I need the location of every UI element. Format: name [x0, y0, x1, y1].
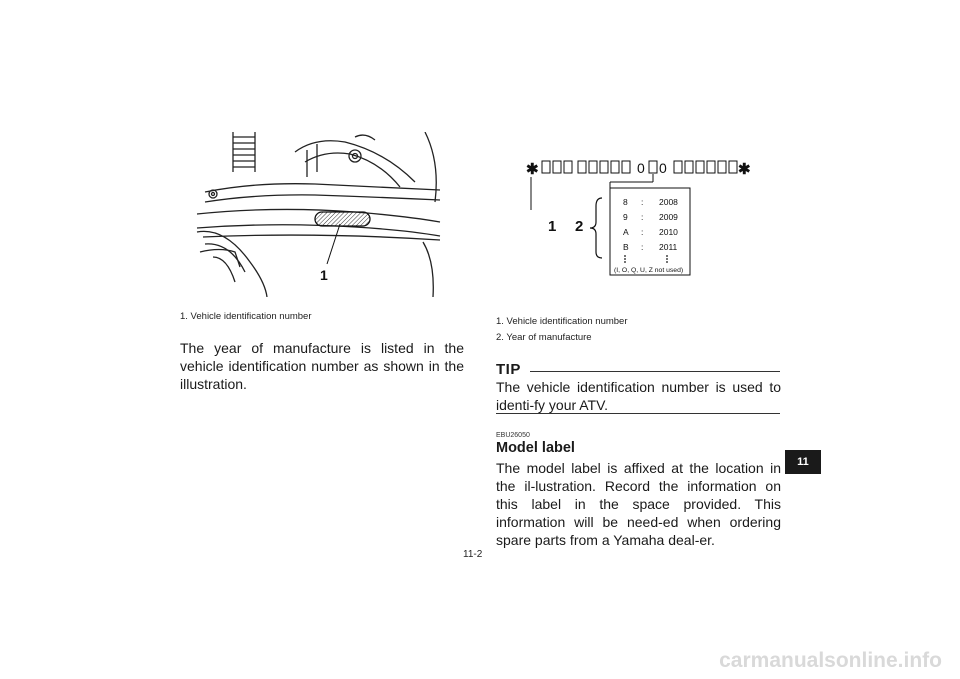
year-code: 8: [623, 197, 628, 207]
year-code: B: [623, 242, 629, 252]
brace: [590, 198, 602, 258]
right-caption-1: 1. Vehicle identification number: [496, 316, 628, 327]
year-code-box: [610, 188, 690, 275]
page-number: 11-2: [463, 549, 483, 560]
watermark: carmanualsonline.info: [719, 649, 942, 672]
callout-leader-line: [327, 224, 340, 264]
atv-frame-illustration: [195, 132, 445, 297]
vin-zero-2: 0: [659, 160, 667, 176]
callout-number-1: 1: [548, 218, 557, 235]
year-sep: :: [641, 212, 644, 222]
section-code: EBU26050: [496, 432, 530, 439]
tip-text: The vehicle identification number is used to identi-fy your ATV.: [496, 379, 781, 413]
tip-top-rule: [530, 371, 780, 372]
left-paragraph: The year of manufacture is listed in the vehicle identification number as shown in the illustration.: [180, 340, 464, 392]
callout-number-1: 1: [320, 267, 328, 283]
right-caption-2: 2. Year of manufacture: [496, 332, 592, 343]
vin-diagram: [520, 150, 760, 280]
vin-star-right: ✱: [738, 161, 751, 178]
year-sep: :: [641, 227, 644, 237]
year-value: 2008: [659, 197, 678, 207]
section-heading: Model label: [496, 440, 575, 456]
year-value: 2011: [659, 242, 678, 252]
left-figure-caption: 1. Vehicle identification number: [180, 311, 312, 322]
chapter-tab: 11: [785, 450, 821, 474]
year-value: 2010: [659, 227, 678, 237]
year-code: 9: [623, 212, 628, 222]
callout-number-2: 2: [575, 218, 584, 235]
year-code: A: [623, 227, 629, 237]
year-value: 2009: [659, 212, 678, 222]
tip-bottom-rule: [496, 413, 780, 414]
vin-star-left: ✱: [526, 161, 539, 178]
tip-title: TIP: [496, 361, 521, 378]
model-label-paragraph: The model label is affixed at the location in the il-lustration. Record the information on this label in the space provided. This information will be need-ed when ordering spare parts from a Yamaha deal-er.: [496, 460, 781, 548]
vin-plate: [315, 212, 370, 226]
unused-letters-note: (I, O, Q, U, Z not used): [614, 267, 684, 274]
year-sep: :: [641, 242, 644, 252]
vin-zero-1: 0: [637, 160, 645, 176]
year-sep: :: [641, 197, 644, 207]
